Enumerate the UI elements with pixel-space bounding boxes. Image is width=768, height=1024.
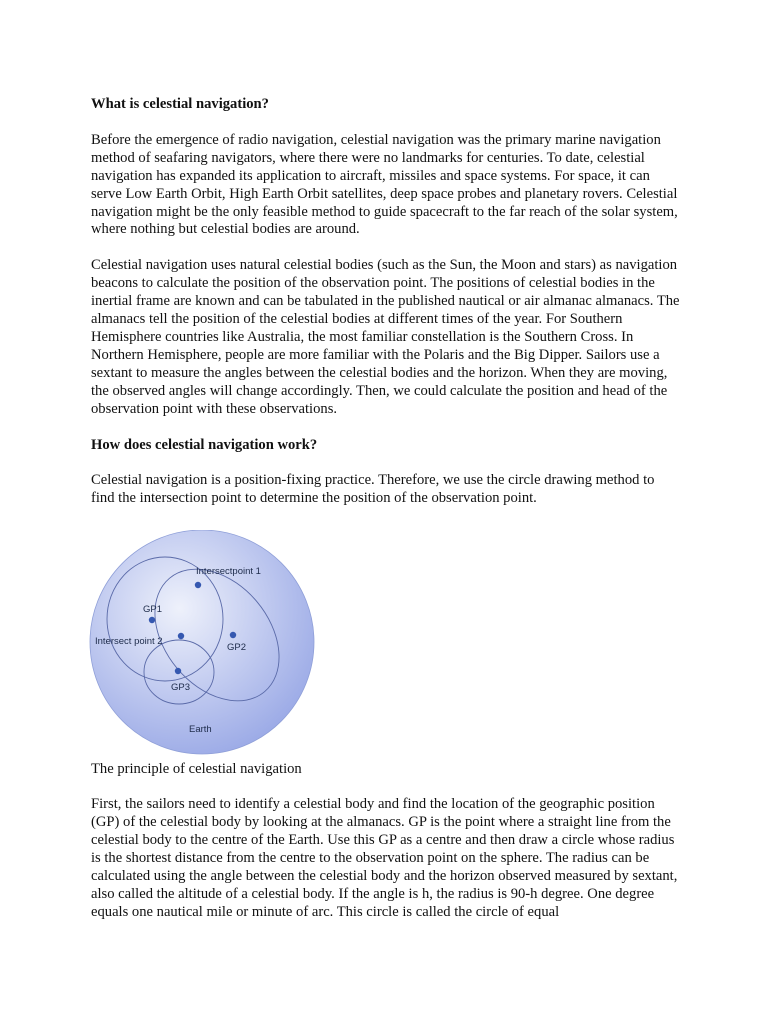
gp3-label: GP3	[171, 682, 191, 694]
gp3-marker	[175, 668, 181, 674]
gp1-label: GP1	[143, 604, 163, 616]
figure-caption: The principle of celestial navigation	[91, 761, 302, 778]
paragraph-geographic-position: First, the sailors need to identify a celestial body and find the location of the geographic position (GP) of the celestial body by looking at the almanacs. GP is the point where a straight line from the celestial body to the centre of the Earth. Use this GP as a centre and then draw a circle whose radius is the shortest distance from the centre to the observation point on the sphere. The radius can be calculated using the angle between the celestial body and the horizon observed measured by sextant, also called the altitude of a celestial body. If the angle is h, the radius is 90-h degree. One degree equals one nautical mile or minute of arc. This circle is called the circle of equal	[91, 796, 678, 920]
gp1-marker	[149, 617, 155, 623]
gp2-label: GP2	[227, 642, 247, 654]
paragraph-position-fixing: Celestial navigation is a position-fixing practice. Therefore, we use the circle drawing method to find the intersection point to determine the position of the observation point.	[91, 472, 655, 507]
intersect-point-2-label: Intersect point 2	[95, 636, 163, 648]
gp2-marker	[230, 632, 236, 638]
earth-label: Earth	[189, 724, 212, 736]
paragraph-intro: Before the emergence of radio navigation, celestial navigation was the primary marine navigation method of seafaring navigators, where there were no landmarks for centuries. To date, celestial navigation has expanded its application to aircraft, missiles and space systems. For space, it can serve Low Earth Orbit, High Earth Orbit satellites, deep space probes and planetary rovers. Celestial navigation might be the only feasible method to guide spacecraft to the far reach of the solar system, where nothing but celestial bodies are around.	[91, 131, 678, 238]
celestial-navigation-diagram	[89, 530, 329, 755]
paragraph-celestial-bodies: Celestial navigation uses natural celestial bodies (such as the Sun, the Moon and stars) as navigation beacons to calculate the position of the observation point. The positions of celestial bodies in the inertial frame are known and can be tabulated in the published nautical or air almanac almanacs. The almanacs tell the position of the celestial bodies at different times of the year. For Southern Hemisphere countries like Australia, the most familiar constellation is the Southern Cross. In Northern Hemisphere, people are more familiar with the Polaris and the Big Dipper. Sailors use a sextant to measure the angles between the celestial bodies and the horizon. When they are moving, the observed angles will change accordingly. Then, we could calculate the position and head of the observation point with these observations.	[91, 257, 680, 417]
celestial-navigation-figure	[89, 530, 329, 755]
section-heading-how-it-works: How does celestial navigation work?	[91, 436, 318, 453]
intersect-point-2-marker	[178, 633, 184, 639]
document-page	[91, 96, 681, 939]
section-heading-what-is: What is celestial navigation?	[91, 96, 269, 112]
intersect-point-1-marker	[195, 582, 201, 588]
intersect-point-1-label: Intersectpoint 1	[196, 566, 261, 578]
